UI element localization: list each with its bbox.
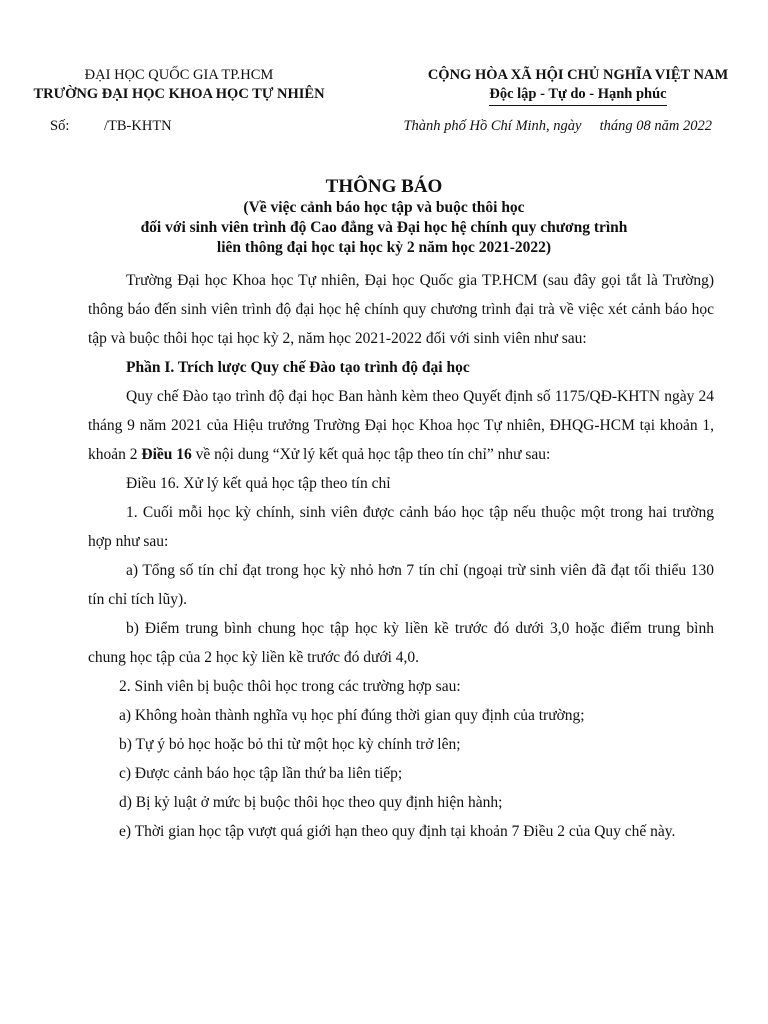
place-date: Thành phố Hồ Chí Minh, ngày tháng 08 năm 2022 (403, 118, 712, 134)
document-body (88, 266, 714, 846)
document-title-block (0, 176, 768, 258)
national-motto-block (400, 66, 756, 106)
clause-2-c: c) Được cảnh báo học tập lần thứ ba liên tiếp; (119, 765, 403, 782)
document-header (0, 66, 768, 110)
document-title: THÔNG BÁO (325, 176, 443, 197)
issuer-parent-org: ĐẠI HỌC QUỐC GIA TP.HCM (84, 67, 274, 83)
document-number: Số: /TB-KHTN (50, 118, 172, 134)
issuer-block (18, 66, 340, 104)
clause-2-e: e) Thời gian học tập vượt quá giới hạn theo quy định tại khoản 7 Điều 2 của Quy chế này. (119, 823, 676, 840)
clause-1-b: b) Điểm trung bình chung học tập học kỳ liền kề trước đó dưới 3,0 hoặc điểm trung bình chung học tập của 2 học kỳ liền kề trước đó dưới 4,0. (88, 620, 714, 666)
clause-2-b: b) Tự ý bỏ học hoặc bỏ thi từ một học kỳ chính trở lên; (119, 736, 461, 753)
part1-heading: Phần I. Trích lược Quy chế Đào tạo trình độ đại học (126, 359, 470, 376)
national-motto: Độc lập - Tự do - Hạnh phúc (400, 84, 756, 106)
clause-2-d: d) Bị kỷ luật ở mức bị buộc thôi học theo quy định hiện hành; (119, 794, 503, 811)
country-name: CỘNG HÒA XÃ HỘI CHỦ NGHĨA VIỆT NAM (427, 67, 729, 83)
document-subject-line-1: (Về việc cảnh báo học tập và buộc thôi học (243, 199, 525, 216)
clause-1: 1. Cuối mỗi học kỳ chính, sinh viên được cảnh báo học tập nếu thuộc một trong hai trường hợp như sau: (88, 504, 714, 550)
document-subject-line-3: liên thông đại học tại học kỳ 2 năm học 2021-2022) (216, 239, 552, 256)
regulation-paragraph: Quy chế Đào tạo trình độ đại học Ban hành kèm theo Quyết định số 1175/QĐ-KHTN ngày 24 tháng 9 năm 2021 của Hiệu trưởng Trường Đại học Khoa học Tự nhiên, ĐHQG-HCM tại khoản 1, khoản 2 Điều 16 về nội dung “Xử lý kết quả học tập theo tín chỉ” như sau: (88, 388, 714, 463)
issuer-org: TRƯỜNG ĐẠI HỌC KHOA HỌC TỰ NHIÊN (33, 86, 325, 102)
reference-line (0, 118, 768, 138)
article-title: Điều 16. Xử lý kết quả học tập theo tín chỉ (126, 475, 391, 492)
clause-2-a: a) Không hoàn thành nghĩa vụ học phí đúng thời gian quy định của trường; (119, 707, 585, 724)
clause-2: 2. Sinh viên bị buộc thôi học trong các trường hợp sau: (119, 678, 461, 695)
clause-1-a: a) Tổng số tín chỉ đạt trong học kỳ nhỏ hơn 7 tín chỉ (ngoại trừ sinh viên đã đạt tối thiểu 130 tín chỉ tích lũy). (88, 562, 714, 608)
document-subject-line-2: đối với sinh viên trình độ Cao đẳng và Đại học hệ chính quy chương trình (140, 219, 628, 236)
intro-paragraph: Trường Đại học Khoa học Tự nhiên, Đại học Quốc gia TP.HCM (sau đây gọi tắt là Trường) thông báo đến sinh viên trình độ đại học hệ chính quy chương trình đại trà về việc xét cảnh báo học tập và buộc thôi học tại học kỳ 2, năm học 2021-2022 đối với sinh viên như sau: (88, 272, 714, 347)
